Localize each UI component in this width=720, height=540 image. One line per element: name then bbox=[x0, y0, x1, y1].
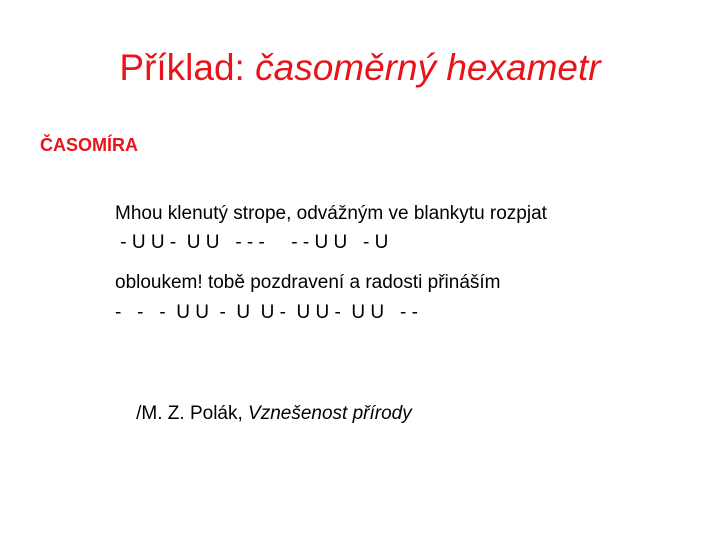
citation-author: /M. Z. Polák, bbox=[136, 403, 249, 424]
slide-title-emphasis: časoměrný hexametr bbox=[255, 47, 601, 88]
citation bbox=[115, 375, 412, 453]
slide-title-prefix: Příklad: bbox=[119, 47, 256, 88]
slide-title bbox=[0, 44, 720, 92]
verse-line-1: Mhou klenutý strope, odvážným ve blankytu rozpjat bbox=[115, 203, 547, 224]
verse-line-2: obloukem! tobě pozdravení a radosti přináším bbox=[115, 272, 501, 293]
meter-line-1: - U U - U U - - - - - U U - U bbox=[115, 232, 389, 253]
section-heading: ČASOMÍRA bbox=[40, 135, 138, 155]
citation-work: Vznešenost přírody bbox=[248, 403, 412, 424]
meter-line-2: - - - U U - U U - U U - U U - - bbox=[115, 302, 418, 323]
